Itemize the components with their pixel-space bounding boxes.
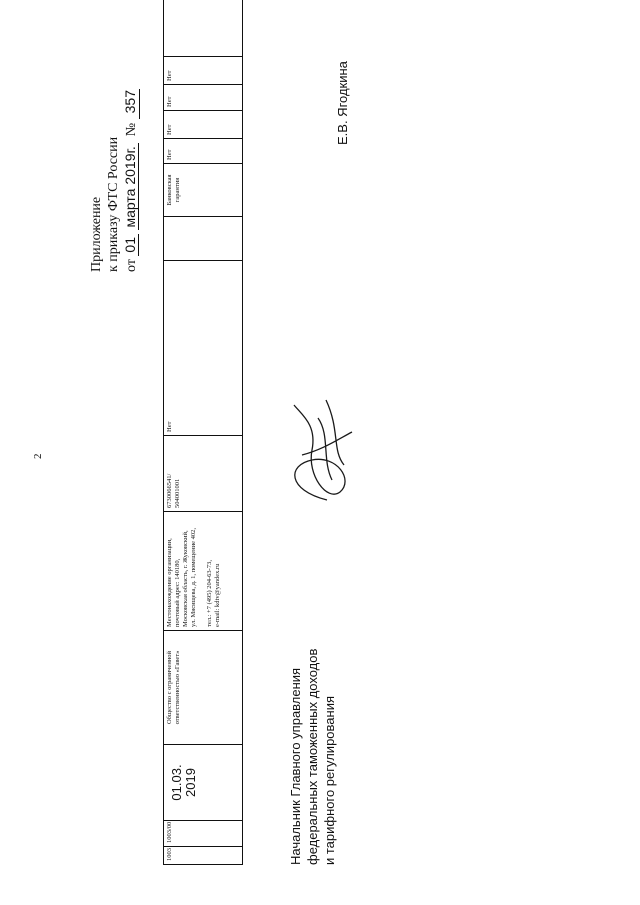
appendix-date-line — [122, 52, 140, 272]
kpp: 504001001 — [174, 478, 181, 508]
flag-cell: Нет — [164, 139, 243, 164]
appendix-header — [88, 52, 140, 272]
address-line: Московская область, г. Жуковский, — [182, 530, 189, 627]
signer-title — [287, 605, 338, 865]
table-row — [164, 0, 243, 865]
handwritten-signature — [282, 390, 362, 510]
number-label: № — [124, 122, 139, 137]
trailing-cell — [164, 0, 243, 57]
guarantee-line: гарантия — [174, 177, 181, 203]
signer-title-line: и тарифного регулирования — [322, 696, 337, 865]
address-cell — [164, 512, 243, 631]
empty-cell — [164, 217, 243, 261]
page-number: 2 — [32, 453, 44, 459]
signer-title-line: Начальник Главного управления — [288, 667, 303, 865]
flag-cell: Нет — [164, 85, 243, 111]
address-line: почтовый адрес: 140180, — [174, 558, 181, 627]
appendix-title: Приложение — [89, 196, 104, 272]
from-label: от — [124, 259, 139, 272]
flag-cell: Нет — [164, 57, 243, 85]
company-cell: Общество с ограниченной ответственностью «Гавет» — [164, 631, 243, 745]
date-year: 2019 — [183, 768, 198, 797]
inn-kpp-cell — [164, 436, 243, 512]
order-number: 357 — [122, 89, 140, 119]
branch-cell: Нет — [164, 261, 243, 436]
date-cell — [164, 745, 243, 821]
guarantee-line: Банковская — [166, 174, 173, 206]
seq-cell: 1003 — [164, 847, 243, 865]
signer-title-line: федеральных таможенных доходов — [305, 648, 320, 865]
flag-cell: Нет — [164, 111, 243, 139]
guarantee-cell — [164, 164, 243, 217]
signer-name: Е.В. Ягодкина — [335, 61, 350, 145]
email-line: e-mail: kdtv@yandex.ru — [214, 563, 221, 627]
order-month-year: марта 2019г. — [122, 143, 139, 230]
code-cell: 1003/00 — [164, 821, 243, 847]
register-table — [163, 0, 243, 865]
date-day-month: 01.03. — [169, 764, 184, 801]
appendix-order-ref: к приказу ФТС России — [106, 136, 121, 272]
order-day: 01 — [122, 234, 139, 256]
phone-line: тел.: +7 (495) 204-63-73, — [206, 560, 213, 627]
address-line: ул. Мясищева, д. 1, помещение 402, — [190, 528, 197, 627]
address-line: Местонахождение организации, — [166, 538, 173, 627]
inn: 6730066541/ — [166, 473, 173, 508]
